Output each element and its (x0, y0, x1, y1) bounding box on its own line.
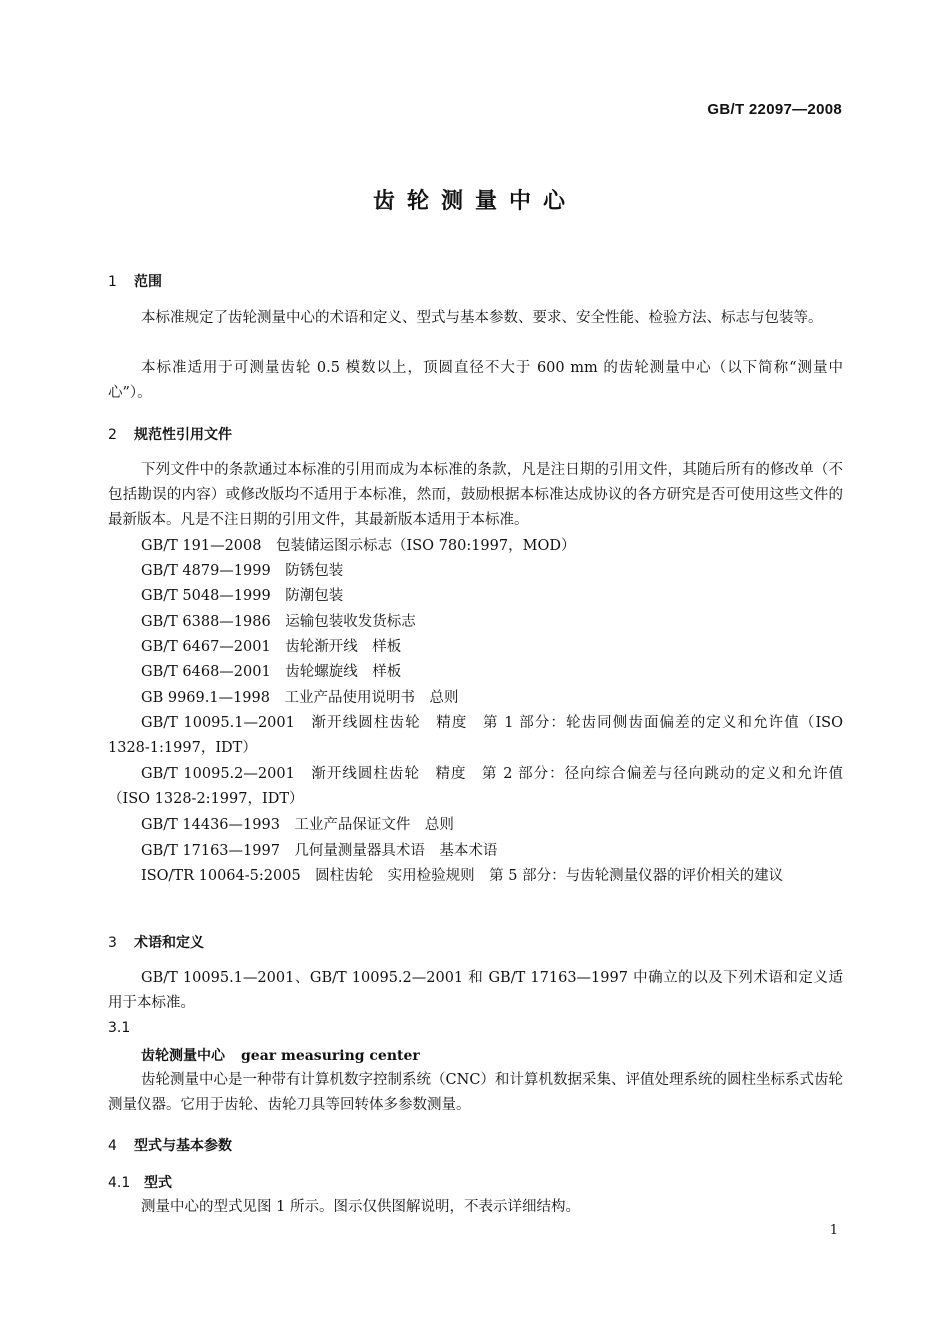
section-3-paragraph-1: GB/T 10095.1—2001、GB/T 10095.2—2001 和 GB/T 17163—1997 中确立的以及下列术语和定义适用于本标准。 (108, 970, 843, 1011)
section-1-paragraph-1: 本标准规定了齿轮测量中心的术语和定义、型式与基本参数、要求、安全性能、检验方法、标志与包装等。 (141, 310, 823, 326)
subclause-title: 型式 (144, 1175, 172, 1191)
section-title: 规范性引用文件 (134, 427, 232, 443)
reference-item: GB/T 4879—1999 防锈包装 (141, 563, 344, 579)
subclause-number: 4.1 (108, 1175, 131, 1191)
term-chinese: 齿轮测量中心 (141, 1048, 225, 1064)
reference-item: GB/T 10095.1—2001 渐开线圆柱齿轮 精度 第 1 部分：轮齿同侧齿面偏差的定义和允许值（ISO 1328-1:1997，IDT） (108, 715, 848, 756)
reference-item: GB/T 6388—1986 运输包装收发货标志 (141, 614, 416, 630)
reference-item: GB/T 17163—1997 几何量测量器具术语 基本术语 (141, 843, 498, 859)
term-english: gear measuring center (241, 1048, 420, 1064)
reference-item: GB/T 5048—1999 防潮包装 (141, 588, 344, 604)
standard-code: GB/T 22097—2008 (707, 101, 842, 118)
section-4-paragraph-1: 测量中心的型式见图 1 所示。图示仅供图解说明，不表示详细结构。 (141, 1199, 580, 1215)
section-title: 范围 (134, 274, 162, 290)
section-number: 1 (108, 274, 117, 290)
section-4-heading (108, 1135, 232, 1155)
page-number: 1 (829, 1223, 838, 1238)
section-number: 3 (108, 935, 117, 951)
section-1-paragraph-2: 本标准适用于可测量齿轮 0.5 模数以上，顶圆直径不大于 600 mm 的齿轮测量中心（以下简称“测量中心”）。 (108, 360, 843, 401)
reference-item: GB/T 10095.2—2001 渐开线圆柱齿轮 精度 第 2 部分：径向综合偏差与径向跳动的定义和允许值（ISO 1328-2:1997，IDT） (108, 766, 843, 807)
section-title: 术语和定义 (134, 935, 204, 951)
section-number: 4 (108, 1138, 117, 1154)
document-title: 齿轮测量中心 (372, 189, 577, 214)
section-title: 型式与基本参数 (134, 1138, 232, 1154)
reference-item: GB 9969.1—1998 工业产品使用说明书 总则 (141, 690, 459, 706)
section-2-heading (108, 424, 232, 444)
reference-item: GB/T 6468—2001 齿轮螺旋线 样板 (141, 664, 402, 680)
section-1-heading (108, 271, 162, 291)
reference-item: ISO/TR 10064-5:2005 圆柱齿轮 实用检验规则 第 5 部分：与齿轮测量仪器的评价相关的建议 (141, 868, 784, 884)
section-3-heading (108, 932, 204, 952)
reference-item: GB/T 6467—2001 齿轮渐开线 样板 (141, 639, 402, 655)
reference-item: GB/T 14436—1993 工业产品保证文件 总则 (141, 817, 454, 833)
reference-item: GB/T 191—2008 包装储运图示标志（ISO 780:1997，MOD） (141, 538, 576, 554)
section-2-paragraph-1: 下列文件中的条款通过本标准的引用而成为本标准的条款，凡是注日期的引用文件，其随后所有的修改单（不包括勘误的内容）或修改版均不适用于本标准，然而，鼓励根据本标准达成协议的各方研究是否可使用这些文件的最新版本。凡是不注日期的引用文件，其最新版本适用于本标准。 (108, 462, 843, 528)
subclause-number: 3.1 (108, 1020, 131, 1036)
subclause-4-1-heading (108, 1172, 172, 1192)
section-number: 2 (108, 427, 117, 443)
term-entry (141, 1045, 420, 1065)
term-definition: 齿轮测量中心是一种带有计算机数字控制系统（CNC）和计算机数据采集、评值处理系统的圆柱坐标系式齿轮测量仪器。它用于齿轮、齿轮刀具等回转体多参数测量。 (108, 1072, 843, 1113)
